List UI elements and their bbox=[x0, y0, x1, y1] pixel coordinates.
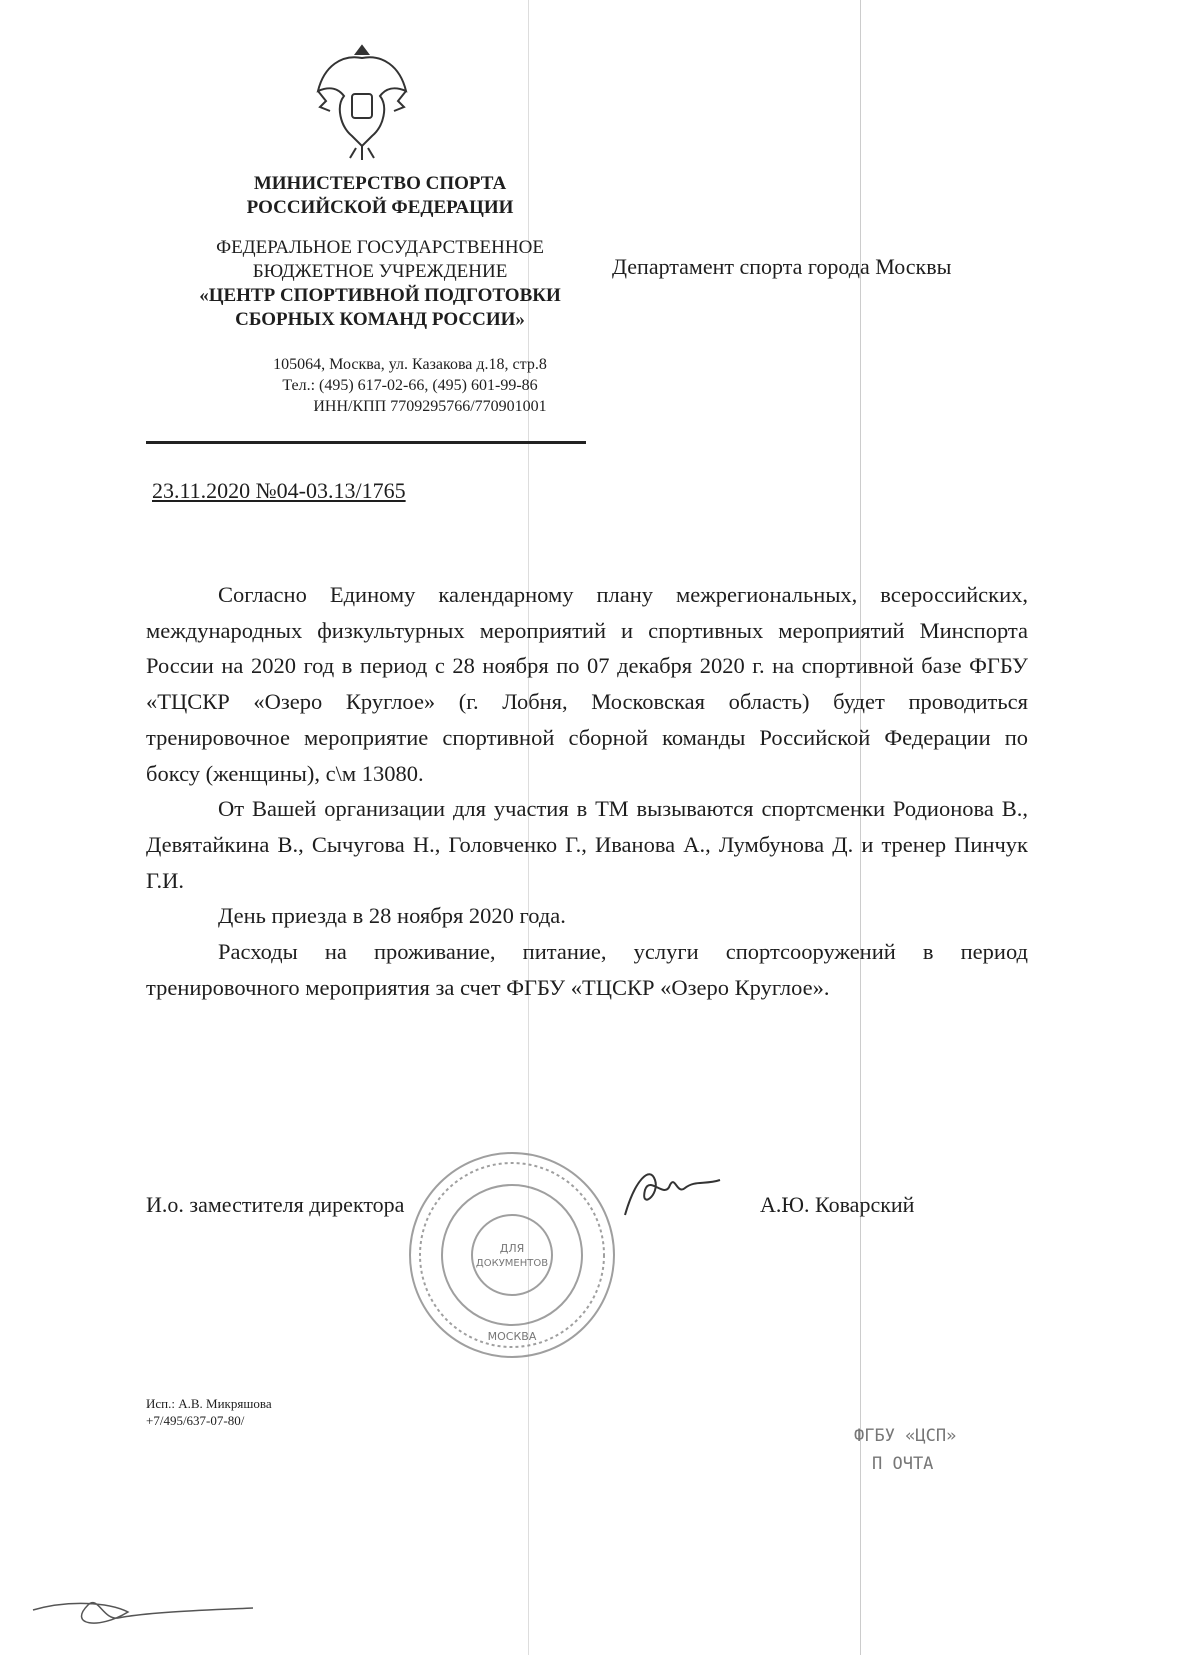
executor-block bbox=[146, 1395, 272, 1429]
org-type-line: ФЕДЕРАЛЬНОЕ ГОСУДАРСТВЕННОЕ bbox=[216, 237, 544, 258]
organization bbox=[140, 236, 620, 332]
paragraph: Расходы на проживание, питание, услуги спортсооружений в период тренировочного мероприятия за счет ФГБУ «ТЦСКР «Озеро Круглое». bbox=[146, 939, 1028, 1000]
paragraph: День приезда в 28 ноября 2020 года. bbox=[218, 903, 566, 929]
official-seal bbox=[405, 1148, 620, 1363]
post-stamp-line: П ОЧТА bbox=[872, 1454, 934, 1474]
post-stamp bbox=[854, 1422, 956, 1478]
phone: Тел.: (495) 617-02-66, (495) 601-99-86 bbox=[282, 377, 538, 394]
seal-center-text: ДОКУМЕНТОВ bbox=[475, 1258, 549, 1269]
ministry-line: МИНИСТЕРСТВО СПОРТА bbox=[253, 173, 507, 194]
inn-kpp: ИНН/КПП 7709295766/770901001 bbox=[313, 398, 547, 415]
header-rule bbox=[146, 441, 586, 444]
signer-position: И.о. заместителя директора bbox=[146, 1192, 405, 1217]
handwritten-signature bbox=[615, 1160, 725, 1230]
letter-body bbox=[146, 577, 1028, 1005]
paragraph: Согласно Единому календарному плану межрегиональных, всероссийских, международных физкультурных мероприятий и спортивных мероприятий Минспорта России на 2020 год в период с 28 ноября по 07 декабря 2020 г. на спортивной базе ФГБУ «ТЦСКР «Озеро Круглое» (г. Лобня, Московская область) будет проводиться тренировочное мероприятие спортивной сборной команды Российской Федерации по боксу (женщины), с\м 13080. bbox=[146, 582, 1028, 786]
org-name-line: СБОРНЫХ КОМАНД РОССИИ» bbox=[235, 309, 525, 330]
post-stamp-line: ФГБУ «ЦСП» bbox=[854, 1426, 957, 1446]
contact-block bbox=[170, 354, 650, 417]
seal-city: МОСКВА bbox=[487, 1330, 537, 1343]
ministry-line: РОССИЙСКОЙ ФЕДЕРАЦИИ bbox=[246, 197, 514, 218]
ministry-name bbox=[140, 172, 620, 220]
coat-of-arms-emblem bbox=[312, 36, 412, 166]
seal-center-text: ДЛЯ bbox=[499, 1242, 525, 1255]
executor-name: Исп.: А.В. Микряшова bbox=[146, 1396, 272, 1411]
initials-signature bbox=[28, 1590, 258, 1640]
executor-phone: +7/495/637-07-80/ bbox=[146, 1413, 245, 1428]
address: 105064, Москва, ул. Казакова д.18, стр.8 bbox=[273, 356, 547, 373]
signer-name: А.Ю. Коварский bbox=[760, 1192, 915, 1217]
org-type-line: БЮДЖЕТНОЕ УЧРЕЖДЕНИЕ bbox=[252, 261, 508, 282]
registration-number: 23.11.2020 №04-03.13/1765 bbox=[152, 478, 406, 503]
org-name-line: «ЦЕНТР СПОРТИВНОЙ ПОДГОТОВКИ bbox=[199, 285, 561, 306]
recipient: Департамент спорта города Москвы bbox=[612, 254, 952, 279]
paragraph: От Вашей организации для участия в ТМ вызываются спортсменки Родионова В., Девятайкина В., Сычугова Н., Головченко Г., Иванова А., Лумбунова Д. и тренер Пинчук Г.И. bbox=[146, 796, 1028, 893]
